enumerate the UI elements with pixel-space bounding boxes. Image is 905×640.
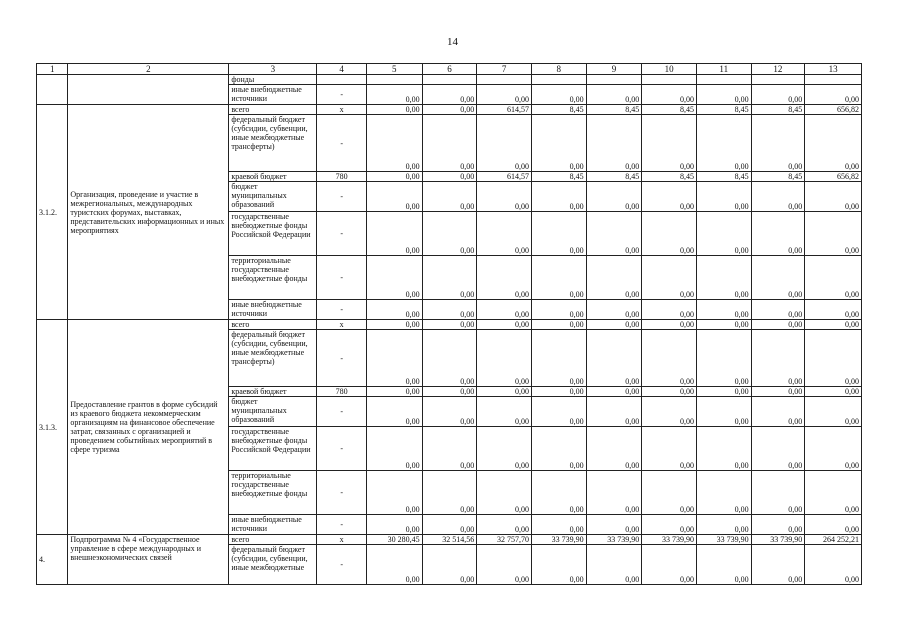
column-header: 8: [531, 64, 586, 75]
amount-cell: 0,00: [751, 212, 805, 256]
budget-code: -: [317, 471, 367, 515]
amount-cell: 0,00: [696, 182, 751, 212]
funding-source: краевой бюджет: [229, 172, 317, 182]
amount-cell: [586, 75, 642, 85]
amount-cell: 0,00: [477, 115, 532, 172]
amount-cell: 0,00: [477, 85, 532, 105]
budget-code: [317, 75, 367, 85]
amount-cell: 0,00: [531, 545, 586, 585]
column-header: 6: [422, 64, 477, 75]
amount-cell: 0,00: [696, 427, 751, 471]
amount-cell: 0,00: [586, 427, 642, 471]
amount-cell: 0,00: [751, 330, 805, 387]
amount-cell: 614,57: [477, 172, 532, 182]
column-header: 7: [477, 64, 532, 75]
amount-cell: 264 252,21: [805, 535, 862, 545]
amount-cell: 0,00: [805, 515, 862, 535]
amount-cell: 0,00: [805, 182, 862, 212]
amount-cell: 0,00: [696, 115, 751, 172]
column-header: 9: [586, 64, 642, 75]
column-header: 4: [317, 64, 367, 75]
amount-cell: 8,45: [696, 172, 751, 182]
section-number: 3.1.3.: [37, 320, 68, 535]
amount-cell: 0,00: [751, 320, 805, 330]
amount-cell: 0,00: [642, 427, 697, 471]
funding-source: всего: [229, 105, 317, 115]
amount-cell: 0,00: [531, 397, 586, 427]
amount-cell: 0,00: [366, 330, 422, 387]
amount-cell: 0,00: [422, 256, 477, 300]
amount-cell: 33 739,90: [642, 535, 697, 545]
amount-cell: 8,45: [751, 172, 805, 182]
table-row: [37, 320, 862, 330]
amount-cell: 0,00: [422, 172, 477, 182]
funding-source: фонды: [229, 75, 317, 85]
funding-source: иные внебюджетные источники: [229, 515, 317, 535]
budget-code: 780: [317, 172, 367, 182]
amount-cell: 33 739,90: [696, 535, 751, 545]
amount-cell: [805, 75, 862, 85]
amount-cell: [751, 75, 805, 85]
table-row: [37, 105, 862, 115]
amount-cell: 0,00: [366, 471, 422, 515]
funding-source: федеральный бюджет (субсидии, субвенции, иные межбюджетные трансферты): [229, 115, 317, 172]
column-header: 13: [805, 64, 862, 75]
amount-cell: 0,00: [586, 115, 642, 172]
amount-cell: 0,00: [751, 471, 805, 515]
amount-cell: 0,00: [422, 212, 477, 256]
amount-cell: 0,00: [531, 387, 586, 397]
amount-cell: 0,00: [531, 85, 586, 105]
amount-cell: 8,45: [642, 172, 697, 182]
amount-cell: 32 757,70: [477, 535, 532, 545]
budget-code: -: [317, 515, 367, 535]
amount-cell: 0,00: [531, 330, 586, 387]
amount-cell: 0,00: [531, 300, 586, 320]
amount-cell: 0,00: [422, 471, 477, 515]
amount-cell: 0,00: [642, 85, 697, 105]
amount-cell: 0,00: [805, 330, 862, 387]
amount-cell: 0,00: [477, 300, 532, 320]
amount-cell: 0,00: [696, 85, 751, 105]
table-row: [37, 75, 862, 85]
column-header: 3: [229, 64, 317, 75]
amount-cell: 0,00: [805, 212, 862, 256]
amount-cell: 0,00: [477, 320, 532, 330]
amount-cell: 0,00: [696, 320, 751, 330]
amount-cell: 33 739,90: [586, 535, 642, 545]
amount-cell: 33 739,90: [531, 535, 586, 545]
budget-code: -: [317, 545, 367, 585]
budget-code: -: [317, 115, 367, 172]
amount-cell: [696, 75, 751, 85]
funding-source: иные внебюджетные источники: [229, 300, 317, 320]
budget-code: x: [317, 320, 367, 330]
amount-cell: 0,00: [642, 397, 697, 427]
funding-source: федеральный бюджет (субсидии, субвенции, иные межбюджетные трансферты): [229, 330, 317, 387]
amount-cell: 0,00: [642, 387, 697, 397]
amount-cell: 8,45: [642, 105, 697, 115]
budget-code: 780: [317, 387, 367, 397]
amount-cell: 0,00: [531, 115, 586, 172]
amount-cell: 0,00: [805, 300, 862, 320]
funding-source: всего: [229, 320, 317, 330]
budget-code: -: [317, 427, 367, 471]
amount-cell: 0,00: [422, 300, 477, 320]
amount-cell: 0,00: [477, 387, 532, 397]
amount-cell: 0,00: [531, 471, 586, 515]
amount-cell: 0,00: [696, 300, 751, 320]
amount-cell: 0,00: [422, 115, 477, 172]
funding-source: иные внебюджетные источники: [229, 85, 317, 105]
column-header: 11: [696, 64, 751, 75]
amount-cell: 0,00: [422, 182, 477, 212]
section-name: Организация, проведение и участие в межрегиональных, международных туристских форумах, выставках, представительских информационных и иных мероприятиях: [68, 105, 229, 320]
amount-cell: 0,00: [751, 115, 805, 172]
amount-cell: 0,00: [751, 545, 805, 585]
budget-code: -: [317, 85, 367, 105]
amount-cell: 0,00: [422, 330, 477, 387]
amount-cell: 0,00: [696, 545, 751, 585]
amount-cell: 8,45: [751, 105, 805, 115]
amount-cell: 0,00: [477, 182, 532, 212]
column-header: 2: [68, 64, 229, 75]
section-number: 3.1.2.: [37, 105, 68, 320]
amount-cell: 0,00: [751, 85, 805, 105]
column-header: 12: [751, 64, 805, 75]
amount-cell: 0,00: [366, 300, 422, 320]
amount-cell: 0,00: [422, 85, 477, 105]
funding-source: федеральный бюджет (субсидии, субвенции, иные межбюджетные: [229, 545, 317, 585]
amount-cell: 0,00: [366, 427, 422, 471]
amount-cell: 0,00: [422, 515, 477, 535]
amount-cell: 0,00: [696, 397, 751, 427]
page-number: 14: [447, 36, 458, 48]
amount-cell: 0,00: [531, 256, 586, 300]
amount-cell: 33 739,90: [751, 535, 805, 545]
amount-cell: 0,00: [477, 471, 532, 515]
amount-cell: 0,00: [642, 515, 697, 535]
amount-cell: 0,00: [531, 427, 586, 471]
amount-cell: 0,00: [366, 172, 422, 182]
amount-cell: 8,45: [696, 105, 751, 115]
amount-cell: 0,00: [366, 115, 422, 172]
section-name: Предоставление грантов в форме субсидий из краевого бюджета некоммерческим организациям на финансовое обеспечение затрат, связанных с организацией и проведением событийных мероприятий в сфере туризма: [68, 320, 229, 535]
amount-cell: 0,00: [751, 515, 805, 535]
funding-source: всего: [229, 535, 317, 545]
amount-cell: [642, 75, 697, 85]
amount-cell: 0,00: [477, 256, 532, 300]
amount-cell: 0,00: [531, 515, 586, 535]
amount-cell: 8,45: [531, 105, 586, 115]
amount-cell: 32 514,56: [422, 535, 477, 545]
amount-cell: 614,57: [477, 105, 532, 115]
budget-code: x: [317, 535, 367, 545]
amount-cell: 0,00: [805, 397, 862, 427]
amount-cell: 0,00: [477, 515, 532, 535]
amount-cell: 0,00: [586, 85, 642, 105]
budget-code: -: [317, 300, 367, 320]
amount-cell: 0,00: [366, 256, 422, 300]
amount-cell: 0,00: [805, 256, 862, 300]
amount-cell: 0,00: [642, 256, 697, 300]
amount-cell: 8,45: [586, 172, 642, 182]
funding-source: краевой бюджет: [229, 387, 317, 397]
funding-source: бюджет муниципальных образований: [229, 397, 317, 427]
funding-source: бюджет муниципальных образований: [229, 182, 317, 212]
budget-code: -: [317, 212, 367, 256]
amount-cell: 0,00: [422, 397, 477, 427]
amount-cell: 0,00: [586, 212, 642, 256]
funding-source: государственные внебюджетные фонды Российской Федерации: [229, 427, 317, 471]
amount-cell: 0,00: [751, 387, 805, 397]
amount-cell: 0,00: [366, 85, 422, 105]
section-name: [68, 75, 229, 105]
amount-cell: 0,00: [422, 105, 477, 115]
amount-cell: 0,00: [586, 471, 642, 515]
amount-cell: 0,00: [805, 427, 862, 471]
amount-cell: 0,00: [696, 515, 751, 535]
amount-cell: 0,00: [696, 471, 751, 515]
amount-cell: 0,00: [696, 330, 751, 387]
amount-cell: 30 280,45: [366, 535, 422, 545]
amount-cell: 0,00: [531, 182, 586, 212]
amount-cell: 0,00: [751, 256, 805, 300]
amount-cell: 0,00: [642, 300, 697, 320]
amount-cell: 0,00: [422, 427, 477, 471]
amount-cell: [477, 75, 532, 85]
amount-cell: 0,00: [422, 320, 477, 330]
amount-cell: [422, 75, 477, 85]
column-header: 10: [642, 64, 697, 75]
amount-cell: 0,00: [366, 320, 422, 330]
amount-cell: 0,00: [366, 387, 422, 397]
amount-cell: 0,00: [586, 387, 642, 397]
amount-cell: 0,00: [422, 387, 477, 397]
amount-cell: 0,00: [751, 300, 805, 320]
amount-cell: 0,00: [366, 397, 422, 427]
budget-table: [36, 63, 862, 585]
amount-cell: 0,00: [696, 212, 751, 256]
amount-cell: 0,00: [805, 471, 862, 515]
amount-cell: 0,00: [751, 427, 805, 471]
amount-cell: 0,00: [531, 320, 586, 330]
amount-cell: 0,00: [366, 182, 422, 212]
section-number: 4.: [37, 535, 68, 585]
column-header: 5: [366, 64, 422, 75]
amount-cell: 0,00: [805, 115, 862, 172]
budget-code: -: [317, 330, 367, 387]
budget-code: -: [317, 182, 367, 212]
amount-cell: 656,82: [805, 172, 862, 182]
amount-cell: 0,00: [586, 300, 642, 320]
amount-cell: 0,00: [805, 545, 862, 585]
section-number: [37, 75, 68, 105]
amount-cell: 0,00: [642, 545, 697, 585]
amount-cell: 0,00: [586, 330, 642, 387]
amount-cell: 0,00: [586, 515, 642, 535]
budget-code: -: [317, 397, 367, 427]
header-row: [37, 64, 862, 75]
amount-cell: 0,00: [477, 397, 532, 427]
amount-cell: 0,00: [805, 85, 862, 105]
amount-cell: 0,00: [586, 256, 642, 300]
amount-cell: 0,00: [751, 182, 805, 212]
funding-source: территориальные государственные внебюджетные фонды: [229, 256, 317, 300]
amount-cell: 0,00: [805, 320, 862, 330]
amount-cell: 0,00: [586, 320, 642, 330]
amount-cell: 0,00: [366, 105, 422, 115]
amount-cell: 8,45: [531, 172, 586, 182]
amount-cell: 0,00: [696, 387, 751, 397]
amount-cell: 0,00: [642, 320, 697, 330]
amount-cell: 0,00: [642, 182, 697, 212]
budget-code: x: [317, 105, 367, 115]
amount-cell: 0,00: [586, 397, 642, 427]
amount-cell: 0,00: [805, 387, 862, 397]
amount-cell: 0,00: [477, 427, 532, 471]
amount-cell: 0,00: [586, 182, 642, 212]
amount-cell: 0,00: [642, 115, 697, 172]
funding-source: государственные внебюджетные фонды Российской Федерации: [229, 212, 317, 256]
amount-cell: 656,82: [805, 105, 862, 115]
column-header: 1: [37, 64, 68, 75]
amount-cell: 0,00: [642, 330, 697, 387]
amount-cell: [366, 75, 422, 85]
table-row: [37, 535, 862, 545]
amount-cell: 0,00: [642, 471, 697, 515]
amount-cell: 8,45: [586, 105, 642, 115]
amount-cell: 0,00: [477, 545, 532, 585]
amount-cell: 0,00: [751, 397, 805, 427]
amount-cell: [531, 75, 586, 85]
section-name: Подпрограмма № 4 «Государственное управление в сфере международных и внешнеэкономических связей: [68, 535, 229, 585]
amount-cell: 0,00: [696, 256, 751, 300]
amount-cell: 0,00: [422, 545, 477, 585]
amount-cell: 0,00: [477, 212, 532, 256]
amount-cell: 0,00: [531, 212, 586, 256]
funding-source: территориальные государственные внебюджетные фонды: [229, 471, 317, 515]
amount-cell: 0,00: [366, 515, 422, 535]
amount-cell: 0,00: [586, 545, 642, 585]
amount-cell: 0,00: [366, 212, 422, 256]
budget-code: -: [317, 256, 367, 300]
amount-cell: 0,00: [477, 330, 532, 387]
amount-cell: 0,00: [366, 545, 422, 585]
amount-cell: 0,00: [642, 212, 697, 256]
